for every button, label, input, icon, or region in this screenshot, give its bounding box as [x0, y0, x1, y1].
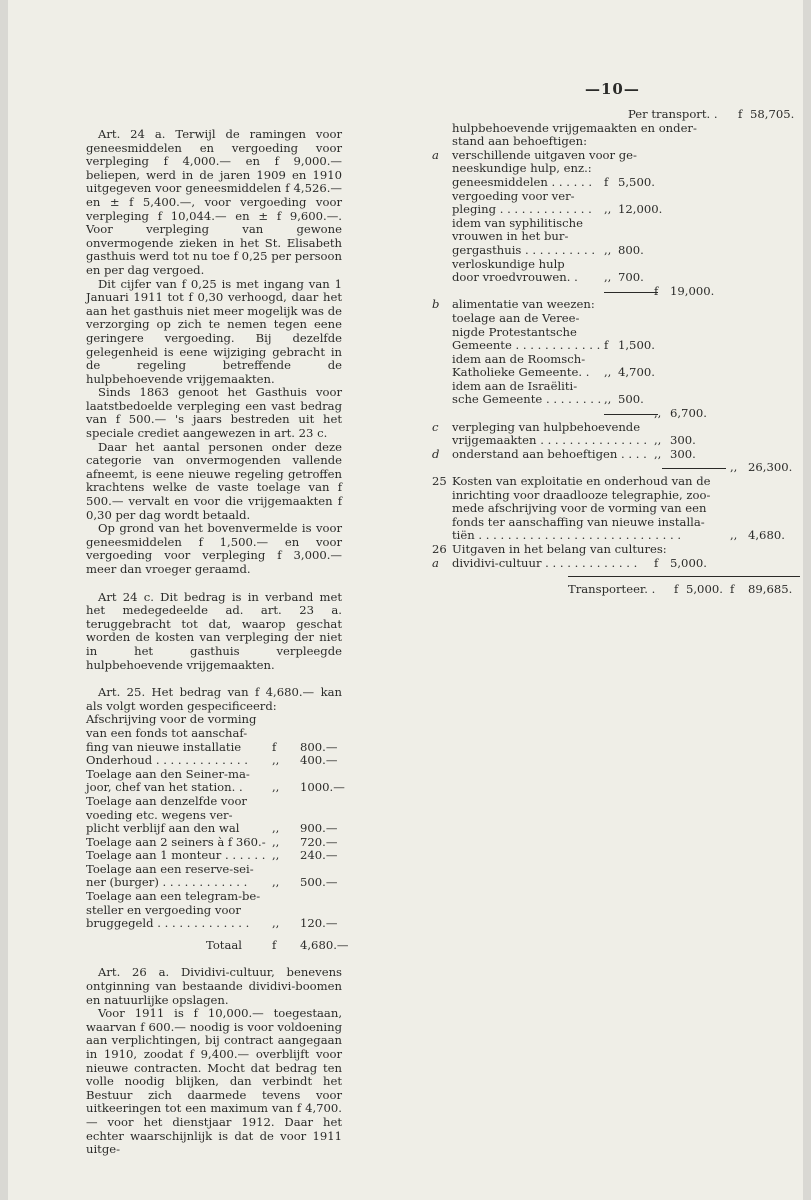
art25-item	[86, 809, 342, 823]
expense-row	[432, 244, 794, 258]
art25-item	[86, 904, 342, 918]
item-currency: ,,	[272, 875, 280, 890]
subtotal-rule	[604, 292, 658, 293]
expense-row	[432, 326, 794, 340]
item-amount: 120.—	[300, 916, 338, 931]
row-text: onderstand aan behoeftigen . . . .	[452, 446, 647, 461]
row-amount: 4,680.	[748, 528, 785, 543]
row-currency: f	[654, 555, 659, 570]
row-currency: ,,	[604, 242, 612, 257]
page-number: —10—	[585, 80, 640, 98]
row-currency: ,,	[604, 392, 612, 407]
row-text: Uitgaven in het belang van cultures:	[452, 542, 667, 556]
expense-row	[432, 489, 794, 503]
transporteer-currency: f	[730, 582, 735, 597]
per-transport-label: Per transport. .	[628, 107, 718, 121]
closing-rule	[568, 576, 800, 577]
art25-item	[86, 876, 342, 890]
right-column	[432, 108, 794, 597]
expense-row	[432, 230, 794, 244]
art25-total-row	[86, 937, 349, 953]
item-currency: f	[272, 739, 277, 754]
row-amount: 800.	[618, 242, 644, 257]
row-currency: ,,	[604, 270, 612, 285]
art24a-paragraph: Sinds 1863 genoot het Gasthuis voor laatstbedoelde verpleging een vast bedrag van f 500.— 's jaars bestreden uit het speciale crediet aangewezen in art. 23 c.	[86, 385, 342, 441]
art25-item	[86, 917, 342, 931]
row-text: stand aan behoeftigen:	[452, 134, 587, 149]
transporteer-total: 89,685.	[748, 582, 793, 597]
row-marker: 25	[432, 474, 447, 489]
row-text: Gemeente . . . . . . . . . . . .	[452, 338, 601, 353]
art25-item	[86, 713, 342, 727]
row-text: verschillende uitgaven voor ge-	[452, 147, 637, 162]
row-text: Kosten van exploitatie en onderhoud van de	[452, 474, 711, 489]
row-marker: b	[432, 297, 440, 312]
expense-row	[432, 475, 794, 489]
item-currency: ,,	[272, 753, 280, 768]
art25-item	[86, 863, 342, 877]
row-text: vrijgemaakten . . . . . . . . . . . . . . .	[452, 433, 648, 448]
item-text: Afschrijving voor de vorming	[86, 712, 257, 727]
item-currency: ,,	[272, 834, 280, 849]
row-text: fonds ter aanschaffing van nieuwe installa-	[452, 514, 705, 529]
total-label: Totaal	[206, 937, 243, 952]
item-text: Toelage aan 2 seiners à f 360.-	[86, 834, 266, 849]
item-text: Onderhoud . . . . . . . . . . . . .	[86, 753, 248, 768]
art24c-paragraph: Art 24 c. Dit bedrag is in verband met het medegedeelde ad. art. 23 a. teruggebracht tot dat, waarop geschat worden de kosten van verpleging der niet in het gasthuis verpleegde hulpbehoevende vrijgemaakten.	[86, 589, 342, 672]
row-amount: 12,000.	[618, 202, 663, 217]
item-text: Toelage aan denzelfde voor	[86, 793, 247, 808]
row-text: geneesmiddelen . . . . . .	[452, 174, 593, 189]
row-currency: ,,	[654, 406, 662, 421]
row-text: pleging . . . . . . . . . . . . .	[452, 202, 592, 217]
total-amount: 4,680.—	[300, 937, 349, 952]
expense-row	[432, 217, 794, 231]
row-amount: 1,500.	[618, 338, 655, 353]
item-amount: 900.—	[300, 821, 338, 836]
art25-item	[86, 780, 345, 795]
art25-item	[86, 890, 342, 904]
row-currency: ,,	[730, 460, 738, 475]
expense-row	[432, 380, 794, 394]
art26-paragraph: Voor 1911 is f 10,000.— toegestaan, waarvan f 600.— noodig is voor voldoening aan verplichtingen, bij contract aangegaan in 1910, zoodat f 9,400.— overblijft voor nieuwe contracten. Mocht dat bedrag ten volle noodig blijken, dan verbindt het Bestuur zich daarmede tevens voor uitkeeringen tot een maximum van f 4,700.— voor het dienstjaar 1912. Daar het echter waarschijnlijk is dat de voor 1911 uitge-	[86, 1006, 342, 1157]
item-text: voeding etc. wegens ver-	[86, 807, 233, 822]
subtotal-rule	[662, 468, 726, 469]
row-text: idem aan de Roomsch-	[452, 351, 586, 366]
row-text: door vroedvrouwen. .	[452, 270, 578, 285]
row-amount: 500.	[618, 392, 644, 407]
row-currency: ,,	[604, 202, 612, 217]
item-text: steller en vergoeding voor	[86, 902, 241, 917]
transporteer-currency: f	[674, 582, 679, 597]
subtotal-rule	[604, 414, 658, 415]
row-currency: f	[654, 283, 659, 298]
item-amount: 240.—	[300, 848, 338, 863]
art24a-paragraph: Daar het aantal personen onder deze categorie van onvermogenden vallende afneemt, is eene nieuwe regeling getroffen krachtens welke de vaste toelage van f 500.— vervalt en voor die vrijgemaakten f 0,30 per dag wordt betaald.	[86, 439, 342, 522]
item-text: Toelage aan 1 monteur . . . . . .	[86, 848, 266, 863]
row-amount: 4,700.	[618, 365, 655, 380]
transporteer-amount: 5,000.	[686, 582, 723, 597]
item-text: ner (burger) . . . . . . . . . . . .	[86, 875, 248, 890]
art26-paragraph: Art. 26 a. Dividivi-cultuur, benevens ontginning van bestaande dividivi-boomen en natuurlijke opslagen.	[86, 965, 342, 1007]
item-text: Toelage aan een reserve-sei-	[86, 861, 254, 876]
row-amount: 700.	[618, 270, 644, 285]
row-marker: a	[432, 147, 439, 162]
item-amount: 800.—	[300, 739, 338, 754]
row-text: neeskundige hulp, enz.:	[452, 161, 592, 176]
expense-rows	[432, 122, 794, 578]
expense-row	[432, 176, 794, 190]
row-currency: f	[604, 174, 609, 189]
expense-row	[432, 339, 794, 353]
expense-row	[432, 312, 794, 326]
row-text: verloskundige hulp	[452, 256, 565, 271]
expense-row	[432, 557, 794, 571]
expense-row	[432, 162, 794, 176]
item-text: Toelage aan een telegram-be-	[86, 889, 261, 904]
item-amount: 500.—	[300, 875, 338, 890]
row-marker: c	[432, 419, 439, 434]
row-amount: 300.	[670, 446, 696, 461]
row-text: toelage aan de Veree-	[452, 310, 580, 325]
item-text: Toelage aan den Seiner-ma-	[86, 766, 250, 781]
art25-item	[86, 795, 342, 809]
expense-row	[432, 149, 794, 163]
row-text: vergoeding voor ver-	[452, 188, 575, 203]
row-text: idem aan de Israëliti-	[452, 378, 578, 393]
art25-item	[86, 768, 342, 782]
row-currency: f	[604, 338, 609, 353]
item-currency: ,,	[272, 916, 280, 931]
expense-row	[432, 366, 794, 380]
item-text: bruggegeld . . . . . . . . . . . . .	[86, 916, 250, 931]
expense-row	[432, 448, 794, 462]
item-currency: ,,	[272, 848, 280, 863]
art25-specification	[86, 712, 345, 931]
row-text: sche Gemeente . . . . . . . .	[452, 392, 602, 407]
expense-row	[432, 135, 794, 149]
per-transport-amount: 58,705.	[750, 107, 795, 121]
expense-row	[432, 461, 794, 475]
row-amount: 5,000.	[670, 555, 707, 570]
per-transport-currency: f	[738, 107, 743, 121]
expense-row	[432, 190, 794, 204]
row-text: verpleging van hulpbehoevende	[452, 419, 641, 434]
art25-item	[86, 836, 342, 850]
row-text: Katholieke Gemeente. .	[452, 365, 590, 380]
item-text: plicht verblijf aan den wal	[86, 821, 240, 836]
row-text: vrouwen in het bur-	[452, 229, 569, 244]
item-text: van een fonds tot aanschaf-	[86, 725, 248, 740]
row-text: alimentatie van weezen:	[452, 297, 595, 312]
expense-row	[432, 122, 794, 136]
art24a-paragraph: Op grond van het bovenvermelde is voor geneesmiddelen f 1,500.— en voor vergoeding voor verpleging f 3,000.— meer dan vroeger geraamd.	[86, 521, 342, 576]
row-text: inrichting voor draadlooze telegraphie, zoo-	[452, 487, 711, 502]
expense-row	[432, 502, 794, 516]
row-currency: ,,	[654, 446, 662, 461]
expense-row	[432, 203, 794, 217]
art24a-paragraph: Art. 24 a. Terwijl de ramingen voor geneesmiddelen en vergoeding voor verpleging f 4,000.— en f 9,000.— beliepen, werd in de jaren 1909 en 1910 uitgegeven voor geneesmiddelen f 4,526.— en ± f 5,400.—, voor vergoeding voor verpleging f 10,044.— en ± f 9,600.—. Voor verpleging van gewone onvermogende zieken in het St. Elisabeth gasthuis werd tot nu toe f 0,25 per persoon en per dag vergoed.	[86, 127, 342, 277]
item-currency: ,,	[272, 780, 280, 795]
art25-intro: Art. 25. Het bedrag van f 4,680.— kan als volgt worden gespecificeerd:	[86, 685, 342, 713]
row-amount: 26,300.	[748, 460, 793, 475]
row-text: gergasthuis . . . . . . . . . .	[452, 242, 596, 257]
row-text: mede afschrijving voor de vorming van een	[452, 501, 707, 516]
art25-item	[86, 754, 342, 768]
row-text: hulpbehoevende vrijgemaakten en onder-	[452, 120, 697, 135]
item-amount: 1000.—	[300, 780, 345, 795]
row-amount: 300.	[670, 433, 696, 448]
row-amount: 19,000.	[670, 283, 715, 298]
row-amount: 6,700.	[670, 406, 707, 421]
transporteer-label: Transporteer. .	[568, 582, 656, 597]
expense-row	[432, 271, 794, 285]
expense-row	[432, 258, 794, 272]
row-marker: 26	[432, 542, 447, 556]
expense-row	[432, 434, 794, 448]
expense-row	[432, 353, 794, 367]
item-text: fing van nieuwe installatie	[86, 739, 242, 754]
item-text: joor, chef van het station. .	[86, 780, 243, 795]
item-amount: 720.—	[300, 834, 338, 849]
row-text: tiën . . . . . . . . . . . . . . . . . . . . . . . . . . . .	[452, 528, 682, 543]
expense-row	[432, 543, 794, 557]
art24a-paragraph: Dit cijfer van f 0,25 is met ingang van 1 Januari 1911 tot f 0,30 verhoogd, daar het aan het gasthuis niet meer mogelijk was de verzorging op zich te nemen tegen eene geringere vergoeding. Bij dezelfde gelegenheid is eene wijziging gebracht in de regeling betreffende de hulpbehoevende vrijgemaakten.	[86, 276, 342, 386]
total-currency: f	[272, 937, 277, 952]
expense-row	[432, 393, 794, 407]
art25-item	[86, 727, 342, 741]
expense-row	[432, 516, 794, 530]
row-marker: a	[432, 555, 439, 570]
row-marker: d	[432, 446, 440, 461]
expense-row	[432, 285, 794, 299]
expense-row	[432, 407, 794, 421]
art25-item	[86, 822, 342, 836]
row-amount: 5,500.	[618, 174, 655, 189]
left-column	[86, 127, 349, 1157]
expense-row	[432, 529, 794, 543]
row-currency: ,,	[604, 365, 612, 380]
expense-row	[432, 298, 794, 312]
item-currency: ,,	[272, 821, 280, 836]
art25-item	[86, 849, 342, 863]
row-text: idem van syphilitische	[452, 215, 583, 230]
per-transport-row	[432, 108, 794, 122]
row-currency: ,,	[654, 433, 662, 448]
art25-item	[86, 741, 342, 755]
row-currency: ,,	[730, 528, 738, 543]
row-text: nigde Protestantsche	[452, 324, 577, 339]
expense-row	[432, 421, 794, 435]
row-text: dividivi-cultuur . . . . . . . . . . . . .	[452, 555, 638, 570]
item-amount: 400.—	[300, 753, 338, 768]
transporteer-row	[432, 583, 794, 597]
